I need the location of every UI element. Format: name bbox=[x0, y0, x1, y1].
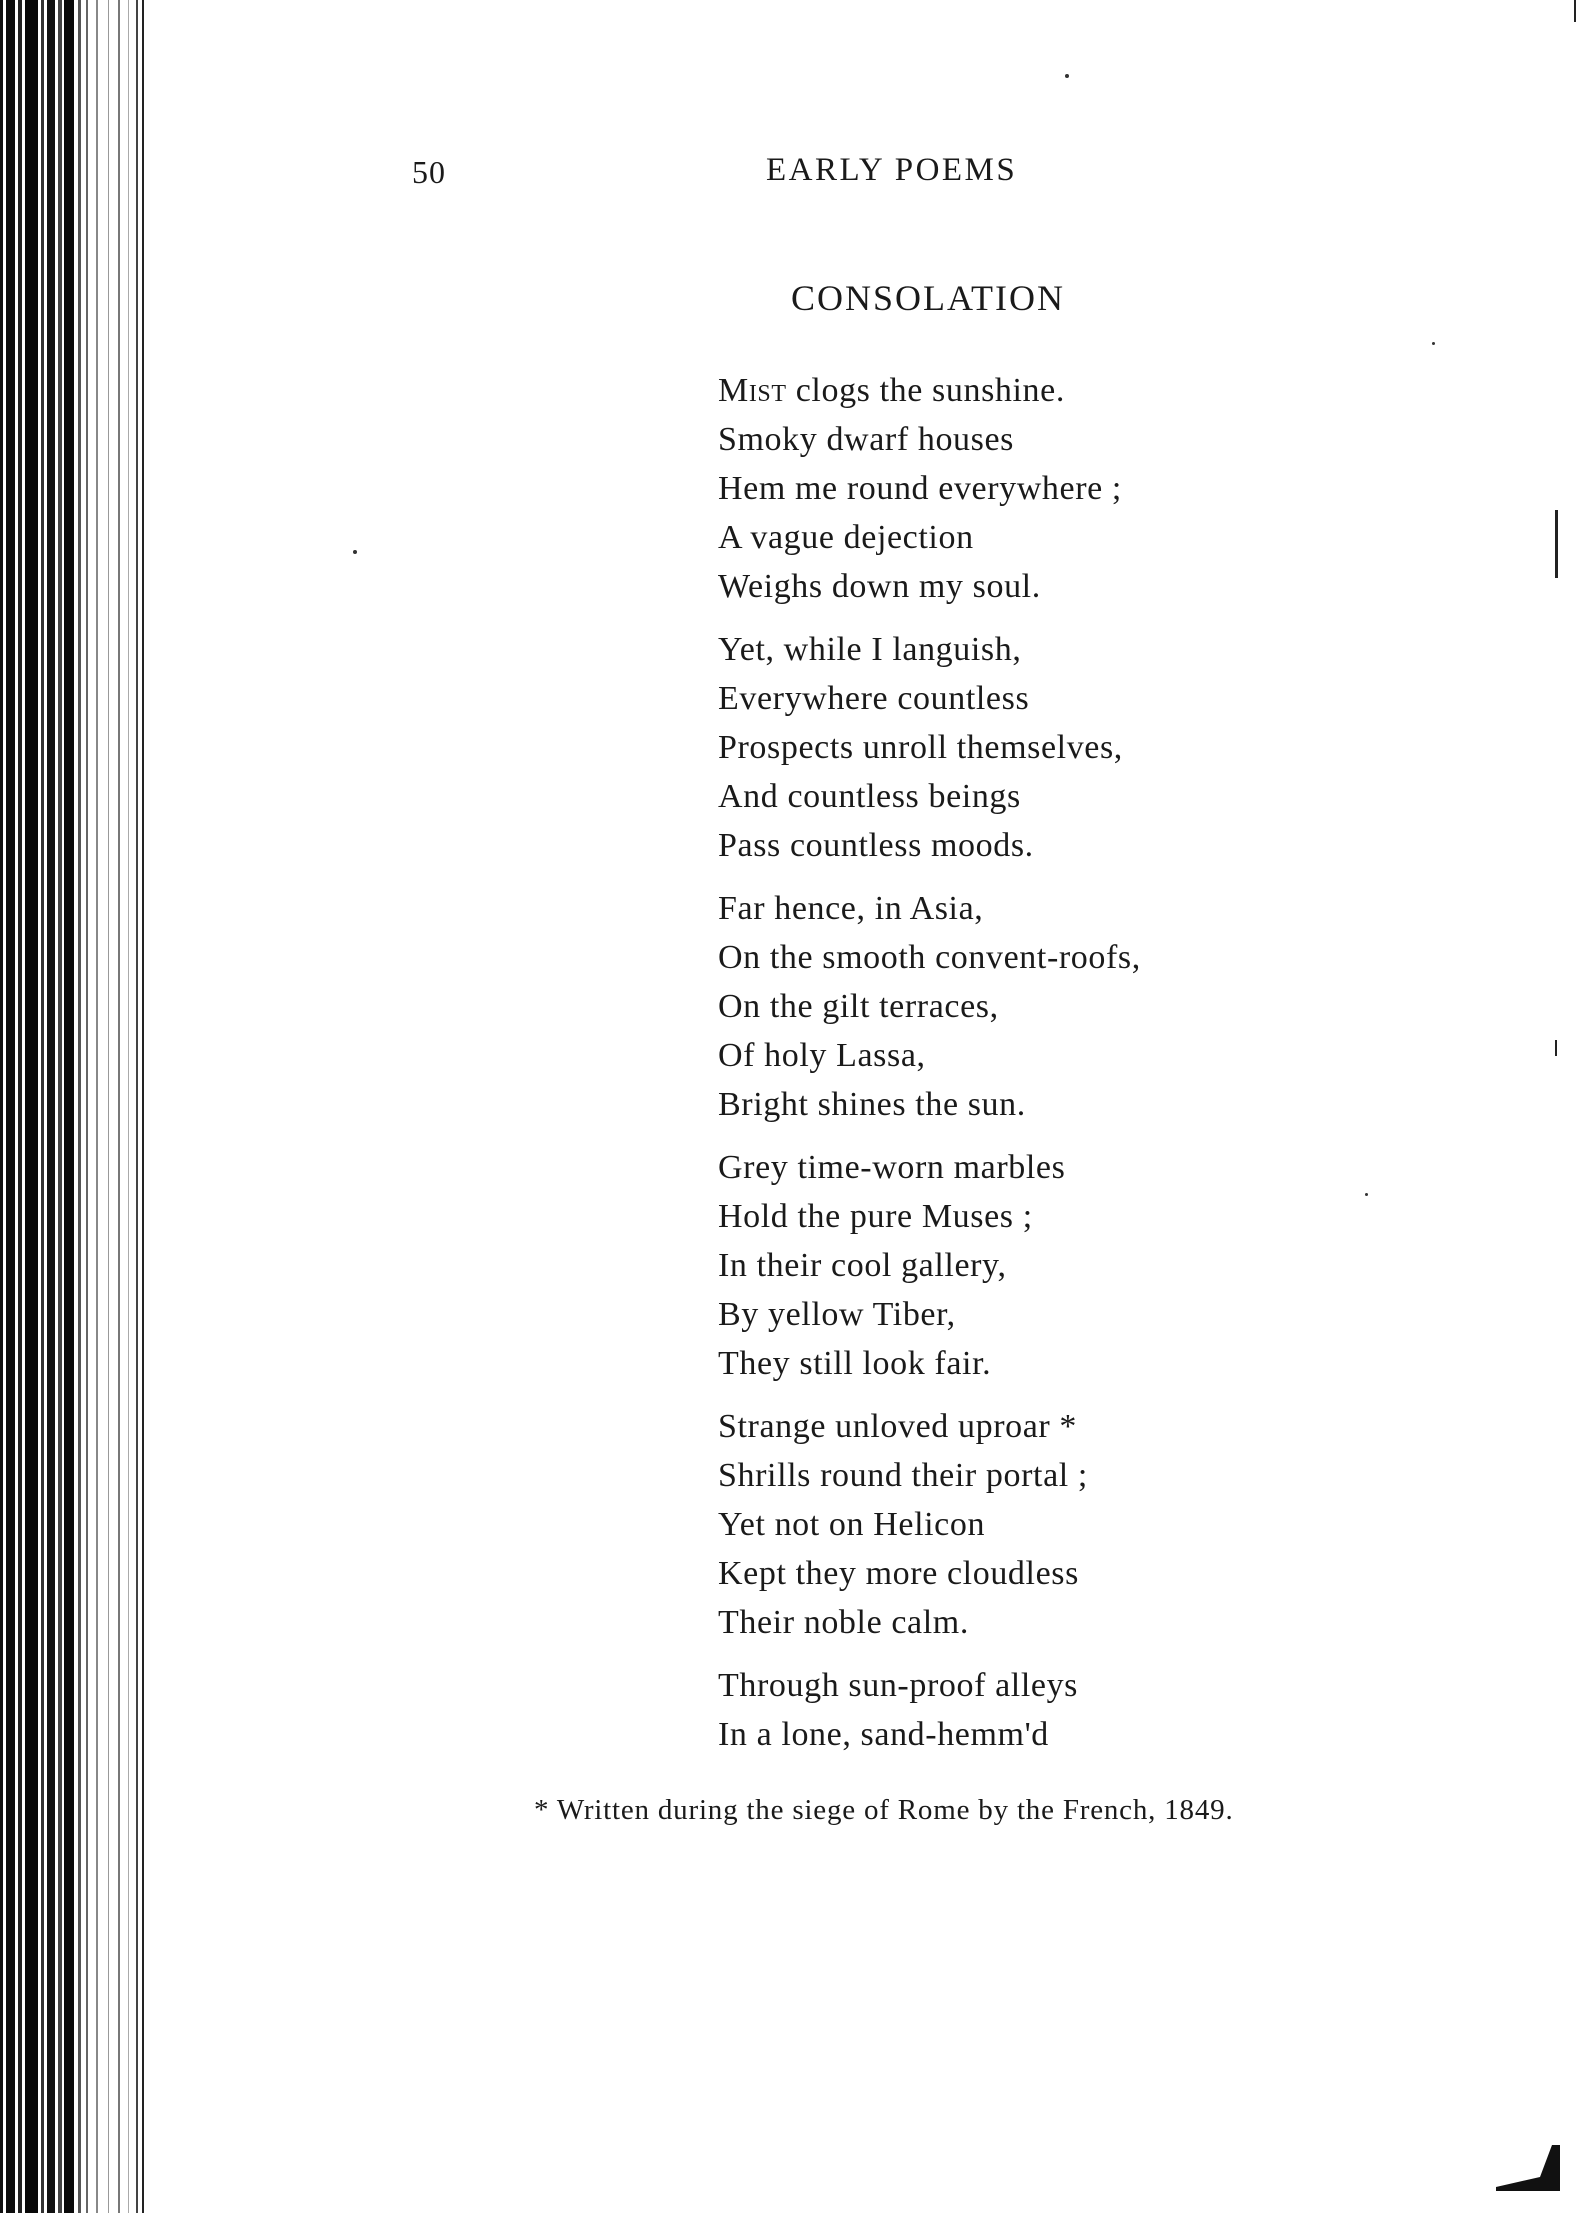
poem-line-text: Prospects unroll themselves, bbox=[718, 729, 1123, 766]
poem-line-text: Weighs down my soul. bbox=[718, 568, 1041, 605]
poem-line bbox=[718, 1402, 1438, 1451]
poem-line-text: Strange unloved uproar * bbox=[718, 1408, 1078, 1445]
poem-line-text: In a lone, sand-hemm'd bbox=[718, 1716, 1049, 1753]
poem-line bbox=[718, 513, 1438, 562]
scan-edge-mark bbox=[1574, 0, 1576, 22]
poem-line bbox=[718, 625, 1438, 674]
scan-speck bbox=[1065, 74, 1069, 78]
poem-line bbox=[718, 1339, 1438, 1388]
page-corner-mark bbox=[1494, 2141, 1564, 2193]
poem-line-text: Through sun-proof alleys bbox=[718, 1667, 1078, 1704]
stanza bbox=[718, 1661, 1438, 1759]
book-binding-shadow bbox=[0, 0, 150, 2213]
scan-speck bbox=[1432, 342, 1435, 345]
poem-line bbox=[718, 821, 1438, 870]
poem-line bbox=[718, 562, 1438, 611]
scan-edge-mark bbox=[1555, 510, 1558, 578]
poem-line-text: A vague dejection bbox=[718, 519, 974, 556]
poem-line-text: In their cool gallery, bbox=[718, 1247, 1007, 1284]
poem-line bbox=[718, 1710, 1438, 1759]
poem-line bbox=[718, 415, 1438, 464]
poem-line-text: Smoky dwarf houses bbox=[718, 421, 1014, 458]
scan-edge-mark bbox=[1555, 1040, 1557, 1056]
poem-line bbox=[718, 723, 1438, 772]
footnote: * Written during the siege of Rome by the French, 1849. bbox=[534, 1794, 1234, 1826]
poem-line-text: Shrills round their portal ; bbox=[718, 1457, 1088, 1494]
poem-line-text: Hem me round everywhere ; bbox=[718, 470, 1122, 507]
poem-title: CONSOLATION bbox=[791, 278, 1065, 318]
poem-line bbox=[718, 1598, 1438, 1647]
poem-line-text: On the smooth convent-roofs, bbox=[718, 939, 1141, 976]
poem-line-text: Far hence, in Asia, bbox=[718, 890, 984, 927]
poem-line bbox=[718, 933, 1438, 982]
poem-body bbox=[718, 366, 1438, 1773]
poem-line bbox=[718, 1290, 1438, 1339]
poem-line bbox=[718, 1500, 1438, 1549]
poem-line bbox=[718, 884, 1438, 933]
poem-line-text: By yellow Tiber, bbox=[718, 1296, 956, 1333]
poem-line-text: Yet not on Helicon bbox=[718, 1506, 986, 1543]
poem-line bbox=[718, 1241, 1438, 1290]
poem-line-text: Bright shines the sun. bbox=[718, 1086, 1026, 1123]
poem-line bbox=[718, 982, 1438, 1031]
poem-line-text: Grey time-worn marbles bbox=[718, 1149, 1066, 1186]
stanza bbox=[718, 884, 1438, 1129]
stanza bbox=[718, 1402, 1438, 1647]
scan-speck bbox=[1365, 1193, 1368, 1196]
page-number: 50 bbox=[412, 154, 446, 190]
poem-line-text: Everywhere countless bbox=[718, 680, 1030, 717]
poem-line bbox=[718, 1451, 1438, 1500]
poem-line bbox=[718, 1031, 1438, 1080]
poem-line bbox=[718, 772, 1438, 821]
poem-line-text: Hold the pure Muses ; bbox=[718, 1198, 1033, 1235]
poem-line bbox=[718, 1661, 1438, 1710]
poem-line bbox=[718, 1080, 1438, 1129]
stanza bbox=[718, 1143, 1438, 1388]
poem-line-text: They still look fair. bbox=[718, 1345, 992, 1382]
poem-line bbox=[718, 1549, 1438, 1598]
poem-line-text: Their noble calm. bbox=[718, 1604, 969, 1641]
poem-line bbox=[718, 674, 1438, 723]
poem-line bbox=[718, 464, 1438, 513]
small-caps-lead: Mist bbox=[718, 372, 787, 409]
poem-line-text: And countless beings bbox=[718, 778, 1021, 815]
scan-speck bbox=[353, 550, 357, 554]
poem-line-text: Kept they more cloudless bbox=[718, 1555, 1079, 1592]
poem-line-text: clogs the sunshine. bbox=[786, 372, 1065, 409]
poem-line-text: On the gilt terraces, bbox=[718, 988, 999, 1025]
poem-line-text: Pass countless moods. bbox=[718, 827, 1034, 864]
stanza bbox=[718, 366, 1438, 611]
running-head: EARLY POEMS bbox=[766, 152, 1018, 188]
poem-line bbox=[718, 1192, 1438, 1241]
poem-line bbox=[718, 366, 1438, 415]
poem-line bbox=[718, 1143, 1438, 1192]
poem-line-text: Yet, while I languish, bbox=[718, 631, 1022, 668]
stanza bbox=[718, 625, 1438, 870]
poem-line-text: Of holy Lassa, bbox=[718, 1037, 926, 1074]
